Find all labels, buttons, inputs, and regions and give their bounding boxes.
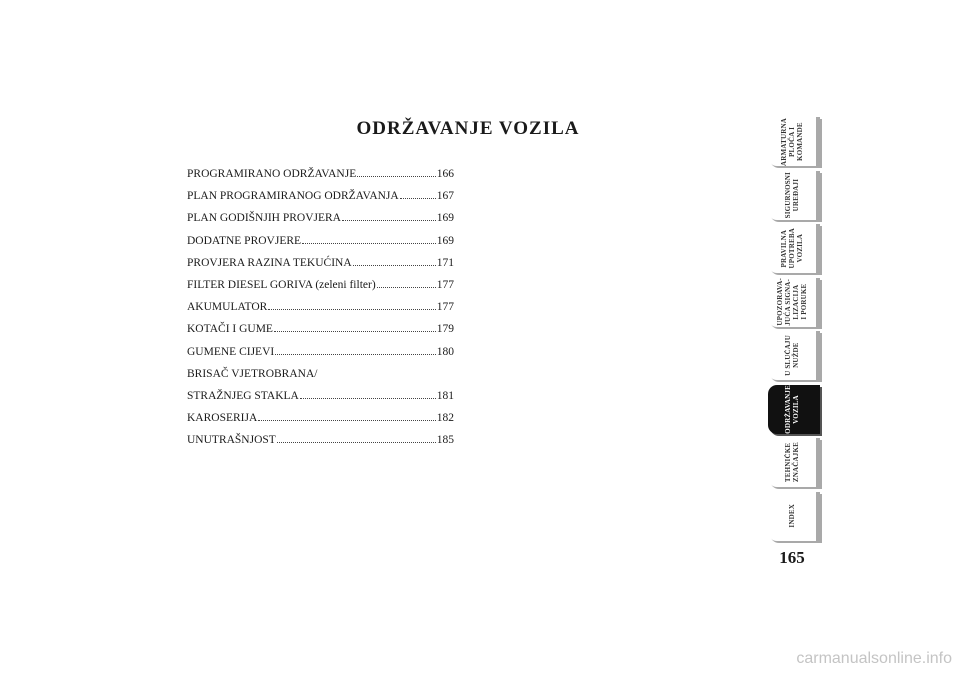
tab-label: ARMATURNA PLOČA I KOMANDE (780, 117, 804, 166)
toc-entry-page: 181 (436, 390, 454, 403)
toc-leader (400, 191, 436, 199)
toc-entry-page: 169 (436, 212, 454, 225)
toc-entry-page: 180 (436, 345, 454, 358)
tab-index[interactable] (768, 492, 820, 541)
tab-label: PRAVILNA UPOTREBA VOZILA (780, 228, 804, 269)
toc-entry[interactable] (187, 252, 454, 274)
tab-odrzavanje-vozila[interactable] (768, 385, 820, 434)
toc-entry[interactable] (187, 185, 454, 207)
toc-entry[interactable] (187, 274, 454, 296)
toc-entry[interactable] (187, 407, 454, 429)
toc-leader (377, 280, 436, 288)
tab-label: ODRŽAVANJE VOZILA (784, 384, 800, 434)
toc-entry-label: KAROSERIJA (187, 412, 258, 425)
toc-entry-page: 166 (436, 168, 454, 180)
watermark: carmanualsonline.info (796, 650, 952, 667)
toc-entry-page: 182 (436, 412, 454, 425)
tab-label: UPOZORAVA- JUĆA SIGNA- LIZACIJA I PORUKE (776, 278, 808, 326)
tab-label: TEHNIČKE ZNAČAJKE (784, 442, 800, 483)
toc-entry-label: KOTAČI I GUME (187, 323, 273, 336)
toc-entry-label: GUMENE CIJEVI (187, 345, 275, 358)
toc-entry[interactable] (187, 163, 454, 185)
toc-entry-page: 169 (436, 234, 454, 247)
toc-entry-label: BRISAČ VJETROBRANA/ (187, 367, 318, 380)
toc-leader (302, 235, 436, 243)
tab-armaturna-ploca[interactable] (768, 117, 820, 166)
toc-entry-page: 177 (436, 279, 454, 292)
toc-leader (268, 302, 435, 310)
toc-entry-label: DODATNE PROVJERE (187, 234, 302, 247)
toc-leader (357, 169, 436, 177)
tab-u-slucaju-nuzde[interactable] (768, 331, 820, 380)
toc-entry-page: 177 (436, 301, 454, 314)
toc-entry-label: PROVJERA RAZINA TEKUĆINA (187, 256, 352, 269)
toc-entry-label: FILTER DIESEL GORIVA (zeleni filter) (187, 279, 376, 292)
toc-leader (275, 346, 436, 354)
toc-leader (274, 324, 436, 332)
toc-entry-page: 171 (436, 256, 454, 269)
tab-upozoravajuca-signalizacija[interactable] (768, 278, 820, 327)
toc-entry-label: AKUMULATOR (187, 301, 268, 314)
page-number: 165 (779, 548, 805, 567)
toc-entry-label: PLAN PROGRAMIRANOG ODRŽAVANJA (187, 190, 399, 203)
toc-entry[interactable] (187, 429, 454, 451)
toc-entry[interactable] (187, 296, 454, 318)
toc-leader (300, 391, 436, 399)
toc-leader (353, 257, 436, 265)
toc-entry[interactable] (187, 385, 454, 407)
toc-leader (342, 213, 436, 221)
tab-pravilna-upotreba[interactable] (768, 224, 820, 273)
toc-entry-page: 185 (436, 434, 454, 447)
tab-label: SIGURNOSNI UREĐAJI (784, 171, 800, 219)
table-of-contents (187, 163, 454, 452)
toc-entry-page: 179 (436, 323, 454, 336)
toc-leader (258, 413, 435, 421)
toc-entry[interactable] (187, 363, 454, 385)
tab-sigurnosni-uredaji[interactable] (768, 171, 820, 220)
toc-entry-page: 167 (436, 190, 454, 203)
chapter-tabs (768, 117, 820, 545)
tab-tehnicke-znacajke[interactable] (768, 438, 820, 487)
toc-entry[interactable] (187, 207, 454, 229)
toc-leader (277, 435, 436, 443)
tab-label: INDEX (788, 504, 796, 528)
page-title: ODRŽAVANJE VOZILA (356, 118, 580, 139)
toc-entry-label: PLAN GODIŠNJIH PROVJERA (187, 212, 341, 225)
toc-entry-label: PROGRAMIRANO ODRŽAVANJE (187, 168, 357, 180)
toc-entry[interactable] (187, 230, 454, 252)
toc-entry[interactable] (187, 341, 454, 363)
tab-label: U SLUČAJU NUŽDE (784, 335, 800, 376)
toc-entry-label: UNUTRAŠNJOST (187, 434, 276, 447)
toc-entry-label: STRAŽNJEG STAKLA (187, 390, 299, 403)
toc-entry[interactable] (187, 318, 454, 340)
